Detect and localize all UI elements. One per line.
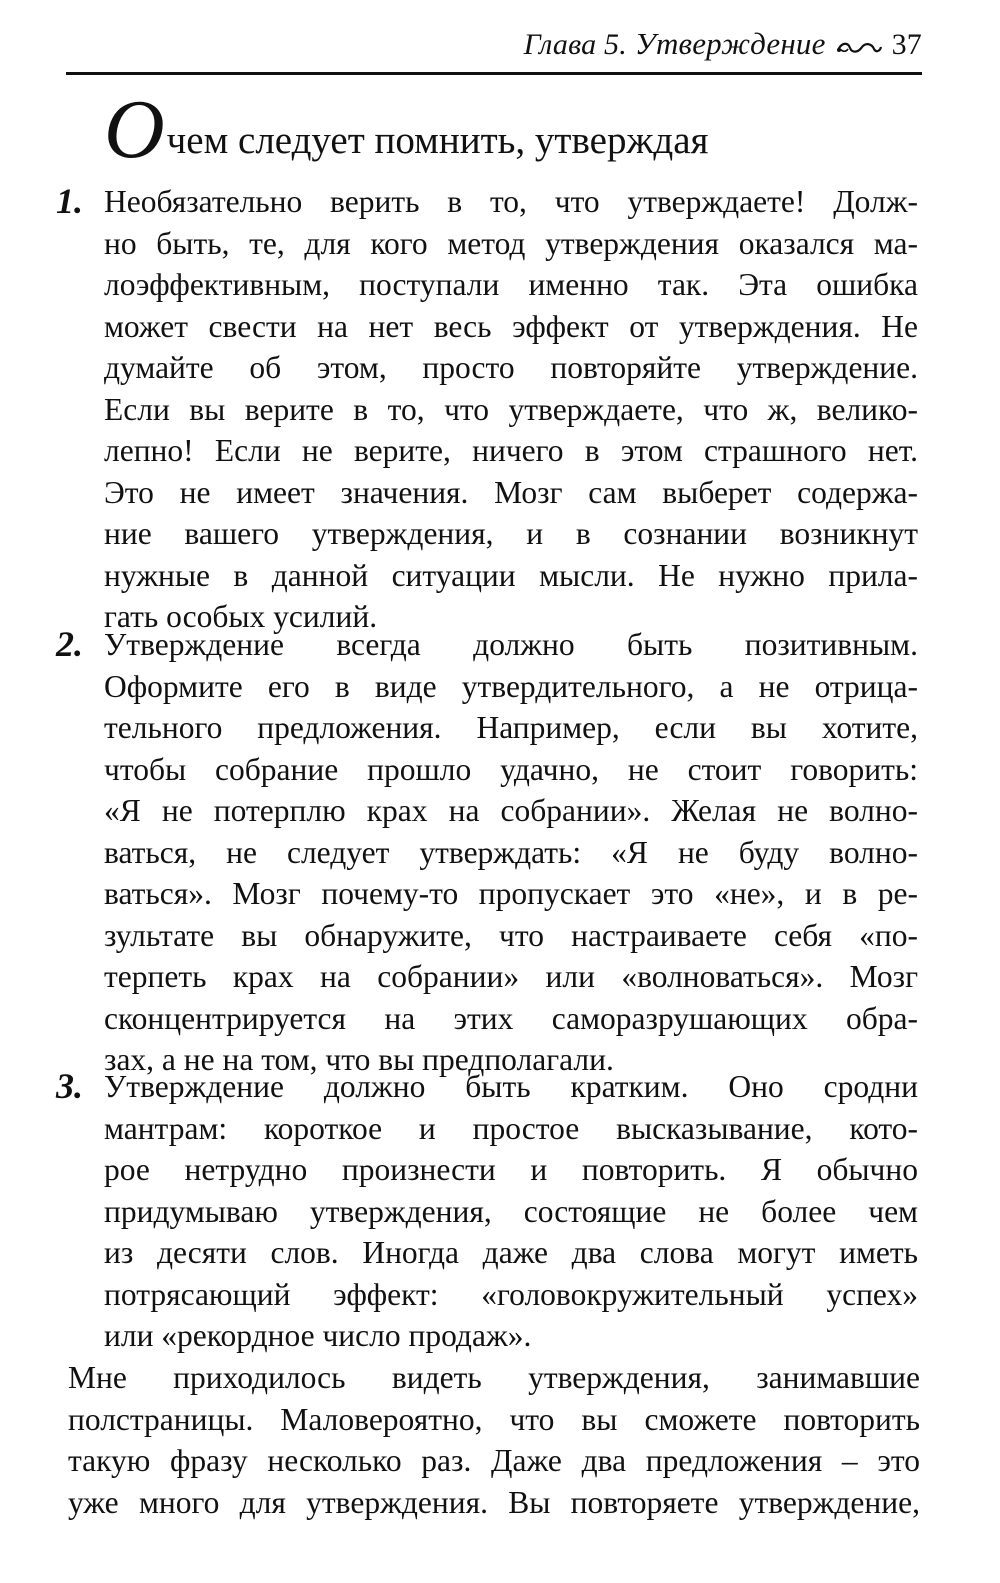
running-header — [60, 26, 922, 70]
text-line: Оформите его в виде утвердительного, а не отрица- — [104, 668, 918, 704]
text-line: Это не имеет значения. Мозг сам выберет содержа- — [104, 474, 918, 510]
text-line: тельного предложения. Например, если вы хотите, — [104, 710, 918, 745]
text-line: сконцентрируется на этих саморазрушающих обра- — [104, 1000, 918, 1036]
text-line: нужные в данной ситуации мысли. Не нужно прила- — [104, 557, 918, 593]
text-line: зах, а не на том, что вы предполагали. — [104, 1042, 614, 1077]
text-line: лоэффективным, поступали именно так. Эта ошибка — [104, 267, 918, 302]
text-line: полстраницы. Маловероятно, что вы сможете повторить — [68, 1401, 920, 1437]
text-line: из десяти слов. Иногда даже два слова могут иметь — [104, 1235, 918, 1270]
text-line: Необязательно верить в то, что утверждаете! Долж- — [104, 184, 918, 219]
page-number: 37 — [891, 28, 922, 61]
text-line: ваться». Мозг почему-то пропускает это «не», и в ре- — [104, 876, 918, 911]
text-line: может свести на нет весь эффект от утверждения. Не — [104, 308, 918, 344]
swash-ornament-icon — [836, 38, 882, 58]
heading-text: чем следует помнить, утверждая — [166, 119, 709, 162]
text-line: придумываю утверждения, состоящие не более чем — [104, 1193, 918, 1229]
text-line: лепно! Если не верите, ничего в этом страшного нет. — [104, 433, 918, 468]
text-line: но быть, те, для кого метод утверждения оказался ма- — [104, 225, 918, 261]
section-heading — [104, 83, 924, 178]
text-line: такую фразу несколько раз. Даже два предложения – это — [68, 1443, 920, 1478]
text-line: ние вашего утверждения, и в сознании возникнут — [104, 516, 918, 551]
text-line: Утверждение всегда должно быть позитивным. — [104, 627, 918, 662]
text-line: «Я не потерплю крах на собрании». Желая не волно- — [104, 793, 918, 828]
list-item-number: 3. — [56, 1066, 83, 1106]
text-line: уже много для утверждения. Вы повторяете утверждение, — [68, 1484, 920, 1520]
text-line: чтобы собрание прошло удачно, не стоит говорить: — [104, 751, 918, 787]
text-line: или «рекордное число продаж». — [104, 1318, 532, 1353]
text-line: зультате вы обнаружите, что настраиваете себя «по- — [104, 917, 918, 953]
list-item-number: 1. — [56, 181, 83, 221]
text-line: Утверждение должно быть кратким. Оно сродни — [104, 1069, 918, 1104]
text-line: думайте об этом, просто повторяйте утверждение. — [104, 350, 918, 385]
text-line: Если вы верите в то, что утверждаете, что ж, велико- — [104, 391, 918, 427]
text-line: Мне приходилось видеть утверждения, занимавшие — [68, 1360, 920, 1395]
text-line: мантрам: короткое и простое высказывание, кото- — [104, 1110, 918, 1146]
text-line: терпеть крах на собрании» или «волноваться». Мозг — [104, 959, 918, 994]
text-line: ваться, не следует утверждать: «Я не буду волно- — [104, 834, 918, 870]
chapter-title: Утверждение — [634, 26, 826, 61]
heading-dropcap: О — [104, 83, 165, 176]
text-line: гать особых усилий. — [104, 599, 378, 634]
header-rule — [66, 72, 922, 75]
list-item-number: 2. — [56, 624, 83, 664]
text-line: потрясающий эффект: «головокружительный успех» — [104, 1276, 918, 1312]
chapter-label: Глава 5. — [523, 28, 627, 61]
text-line: рое нетрудно произнести и повторить. Я обычно — [104, 1152, 918, 1187]
